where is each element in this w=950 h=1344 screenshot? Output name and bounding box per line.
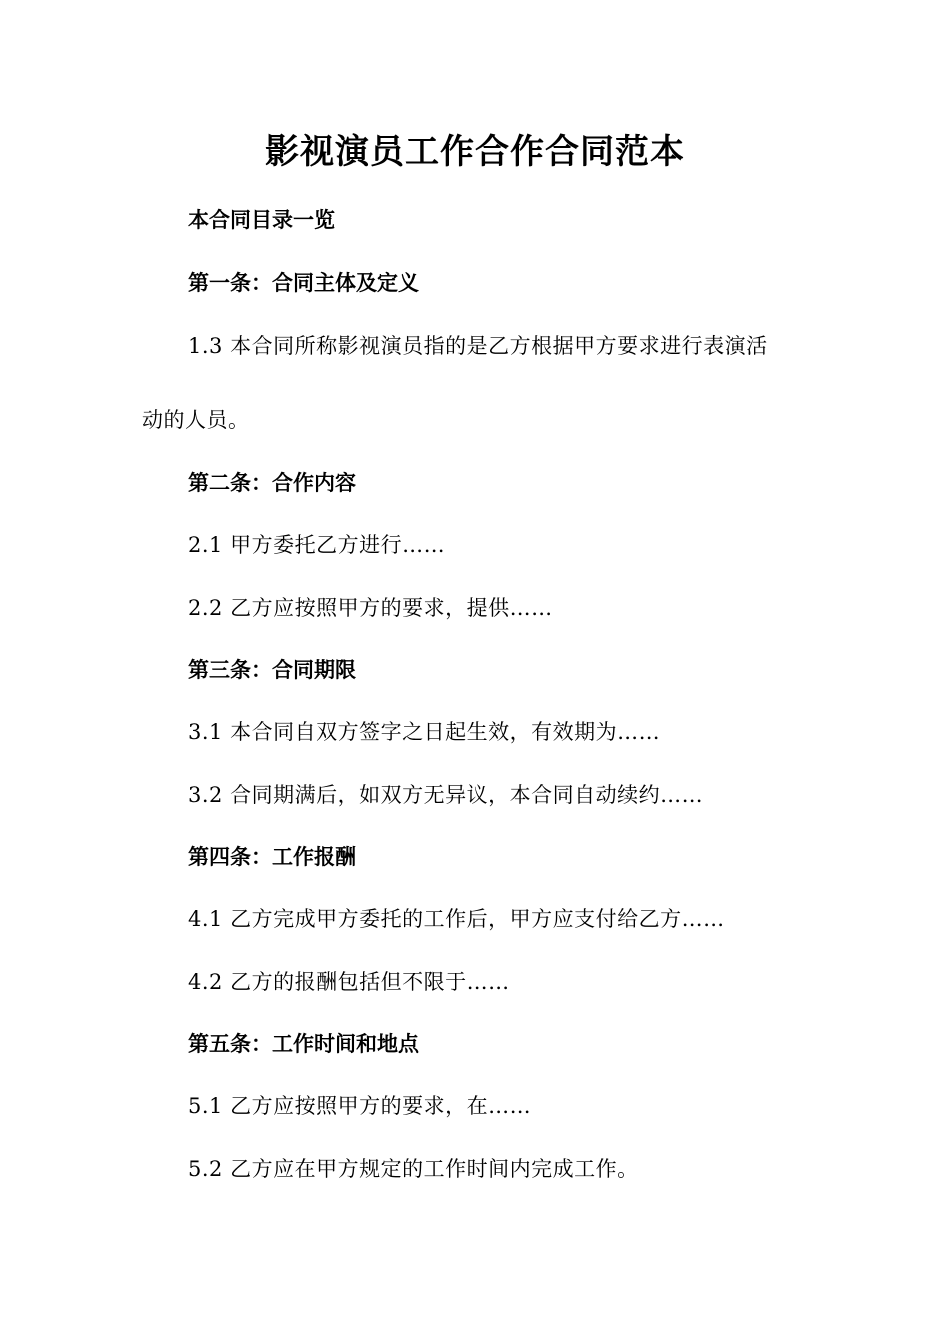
clause-4-2: 4.2 乙方的报酬包括但不限于…… bbox=[188, 970, 510, 994]
clause-1-3-line-2: 动的人员。 bbox=[142, 408, 250, 432]
toc-heading: 本合同目录一览 bbox=[188, 208, 335, 232]
section-heading-1: 第一条：合同主体及定义 bbox=[188, 271, 419, 295]
clause-2-2: 2.2 乙方应按照甲方的要求，提供…… bbox=[188, 596, 553, 620]
clause-5-1: 5.1 乙方应按照甲方的要求，在…… bbox=[188, 1094, 532, 1118]
section-heading-3: 第三条：合同期限 bbox=[188, 658, 356, 682]
clause-3-2: 3.2 合同期满后，如双方无异议，本合同自动续约…… bbox=[188, 783, 704, 807]
clause-2-1: 2.1 甲方委托乙方进行…… bbox=[188, 533, 446, 557]
section-heading-2: 第二条：合作内容 bbox=[188, 471, 356, 495]
section-heading-5: 第五条：工作时间和地点 bbox=[188, 1032, 419, 1056]
clause-1-3-line-1: 1.3 本合同所称影视演员指的是乙方根据甲方要求进行表演活 bbox=[188, 334, 768, 358]
section-heading-4: 第四条：工作报酬 bbox=[188, 845, 356, 869]
clause-3-1: 3.1 本合同自双方签字之日起生效，有效期为…… bbox=[188, 720, 661, 744]
document-title: 影视演员工作合作合同范本 bbox=[265, 132, 685, 172]
clause-5-2: 5.2 乙方应在甲方规定的工作时间内完成工作。 bbox=[188, 1157, 639, 1181]
clause-4-1: 4.1 乙方完成甲方委托的工作后，甲方应支付给乙方…… bbox=[188, 907, 725, 931]
